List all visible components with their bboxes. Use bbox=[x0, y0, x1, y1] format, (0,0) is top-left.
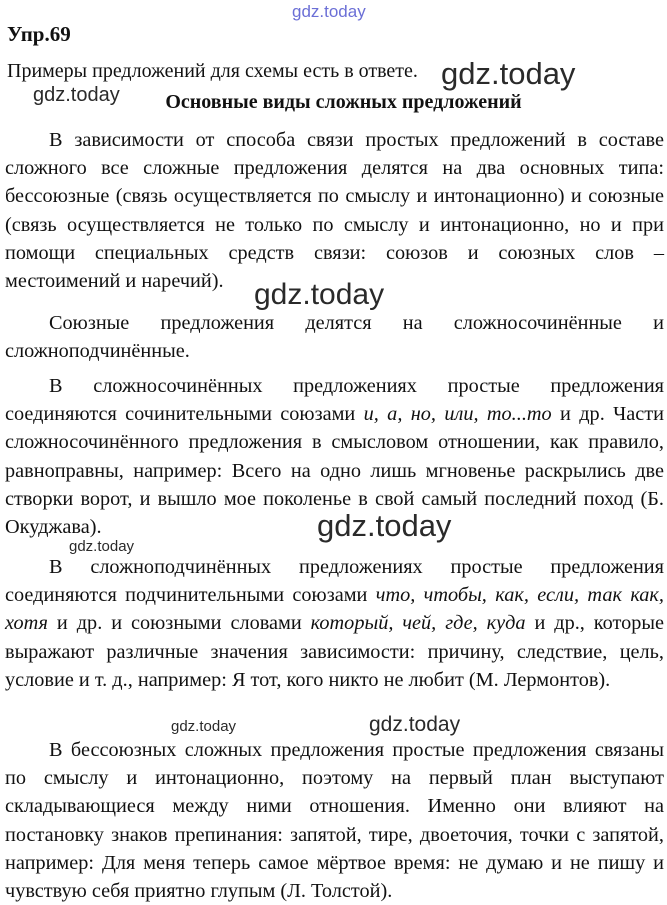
subordinating-conjunctions: что, чтобы, как, если, так как, хотя bbox=[5, 584, 664, 635]
watermark-g: gdz.today bbox=[369, 713, 461, 736]
intro-text: Примеры предложений для схемы есть в ответе. bbox=[7, 60, 418, 82]
section-heading: Основные виды сложных предложений bbox=[165, 91, 522, 113]
paragraph-types: В зависимости от способа связи простых предложений в составе сложного все сложные предложения делятся на два основных типа: бессоюзные (связь осуществляется по смыслу и интонационно) и союзные (связь осуществляется не только по смыслу и интонационно, но и при помощи специальных средств связи: союзов и союзных слов – местоимений и наречий). bbox=[5, 129, 664, 293]
complex-text-end: и др., которые выражают различные значения зависимости: причину, следствие, цель, условие и т. д., например: Я тот, кого никто не любит (М. Лермонтов). bbox=[5, 612, 664, 691]
coordinating-conjunctions: и, а, но, или, то...то bbox=[363, 403, 552, 426]
exercise-title: Упр.69 bbox=[7, 22, 71, 46]
watermark-c: gdz.today bbox=[254, 278, 385, 311]
watermark-e: gdz.today bbox=[69, 538, 135, 555]
paragraph-asyndetic: В бессоюзных сложных предложения простые предложения связаны по смыслу и интонационно, поэтому на первый план выступают складывающиеся между ними отношения. Именно они влияют на постановку знаков препинания: запятой, тире, двоеточия, точки с запятой, например: Для меня теперь самое мёртвое время: не думаю и не пишу и чувствую себя приятно глупым (Л. Толстой). bbox=[5, 739, 664, 903]
complex-text-start: В сложноподчинённых предложениях простые предложения соединяются подчинительными союзами bbox=[5, 556, 664, 607]
paragraph-complex bbox=[5, 553, 664, 694]
compound-text-end: и др. Части сложносочинённого предложения в смысловом отношении, как правило, равноправны, например: Всего на одно лишь мгновенье раскрылись две створки ворот, и вышло мое поколенье в свой самый последний поход (Б. Окуджава). bbox=[5, 403, 665, 539]
watermark-a: gdz.today bbox=[441, 56, 576, 91]
conjunctive-words: который, чей, где, куда bbox=[310, 612, 526, 635]
paragraph-union: Союзные предложения делятся на сложносочинённые и сложноподчинённые. bbox=[5, 312, 664, 363]
compound-text-start: В сложносочинённых предложениях простые предложения соединяются сочинительными союзами bbox=[5, 375, 664, 426]
watermark-d: gdz.today bbox=[317, 508, 452, 543]
watermark-top: gdz.today bbox=[292, 2, 366, 21]
watermark-b: gdz.today bbox=[33, 84, 120, 106]
watermark-f: gdz.today bbox=[171, 718, 237, 735]
complex-text-mid: и др. и союзными словами bbox=[47, 612, 311, 635]
